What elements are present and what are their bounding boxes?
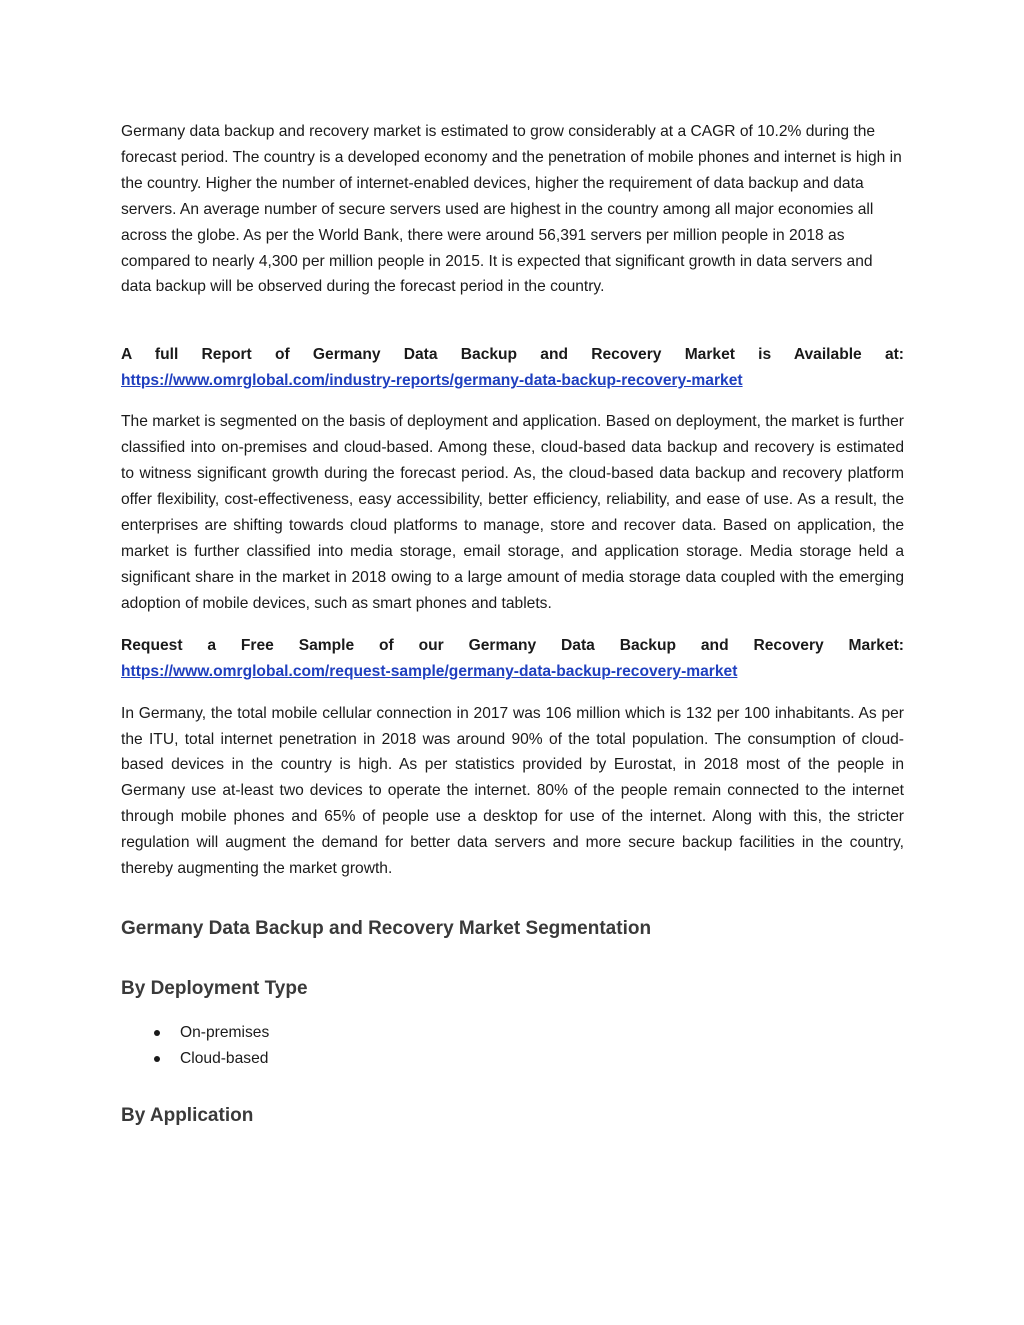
deployment-heading: By Deployment Type — [121, 977, 308, 999]
segmentation-paragraph: The market is segmented on the basis of deployment and application. Based on deployment, the market is further classified into on-premises and cloud-based. Among these, cloud-based data backup and recovery is estimated to witness significant growth during the forecast period. As, the cloud-based data backup and recovery platform offer flexibility, cost-effectiveness, easy accessibility, better efficiency, reliability, and ease of use. As a result, the enterprises are shifting towards cloud platforms to manage, store and recover data. Based on application, the market is further classified into media storage, email storage, and application storage. Media storage held a significant share in the market in 2018 owing to a large amount of media storage data coupled with the emerging adoption of mobile devices, such as smart phones and tablets. — [121, 413, 904, 612]
report-link[interactable]: https://www.omrglobal.com/industry-reports/germany-data-backup-recovery-market — [121, 372, 743, 390]
list-item-label: Cloud-based — [180, 1050, 269, 1068]
document-page — [121, 119, 904, 1131]
bullet-icon — [154, 1030, 160, 1036]
list-item-label: On-premises — [180, 1023, 270, 1041]
deployment-list — [121, 1020, 904, 1073]
germany-paragraph: In Germany, the total mobile cellular connection in 2017 was 106 million which is 132 per 100 inhabitants. As per the ITU, total internet penetration in 2018 was around 90% of the total population. The consumption of cloud-based devices in the country is high. As per statistics provided by Eurostat, in 2018 most of the people in Germany use at-least two devices to operate the internet. 80% of the people remain connected to the internet through mobile phones and 65% of people use a desktop for use of the internet. Along with this, the stricter regulation will augment the demand for better data servers and more secure backup facilities in the country, thereby augmenting the market growth. — [121, 704, 904, 878]
sample-cta-label: Request a Free Sample of our Germany Data Backup and Recovery Market: — [121, 636, 904, 654]
segmentation-heading: Germany Data Backup and Recovery Market Segmentation — [121, 917, 652, 939]
sample-cta — [121, 633, 904, 685]
list-item — [180, 1046, 904, 1073]
report-cta — [121, 342, 904, 394]
sample-link[interactable]: https://www.omrglobal.com/request-sample/germany-data-backup-recovery-market — [121, 662, 738, 680]
report-cta-label: A full Report of Germany Data Backup and Recovery Market is Available at: — [121, 346, 904, 364]
list-item — [180, 1020, 904, 1047]
intro-paragraph: Germany data backup and recovery market is estimated to grow considerably at a CAGR of 10.2% during the forecast period. The country is a developed economy and the penetration of mobile phones and internet is high in the country. Higher the number of internet-enabled devices, higher the requirement of data backup and data servers. An average number of secure servers used are highest in the country among all major economies all across the globe. As per the World Bank, there were around 56,391 servers per million people in 2018 as compared to nearly 4,300 per million people in 2015. It is expected that significant growth in data servers and data backup will be observed during the forecast period in the country. — [121, 123, 902, 296]
application-heading: By Application — [121, 1104, 254, 1126]
bullet-icon — [154, 1056, 160, 1062]
